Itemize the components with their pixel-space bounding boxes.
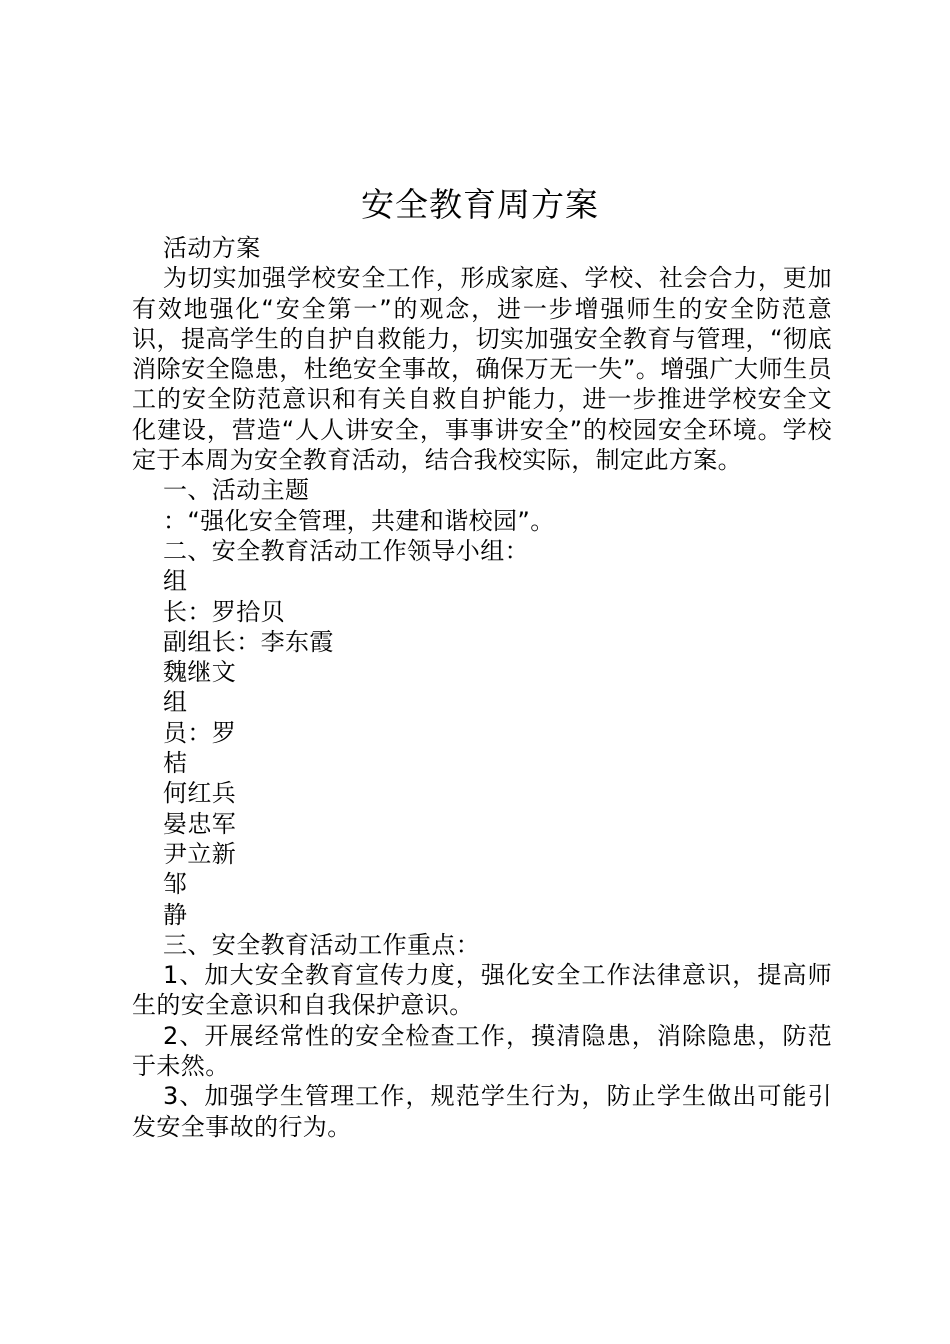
intro-paragraph: 为切实加强学校安全工作，形成家庭、学校、社会合力，更加有效地强化“安全第一”的观念，进一步增强师生的安全防范意识，提高学生的自护自救能力，切实加强安全教育与管理，“彻底消除安全隐患，杜绝安全事故，确保万无一失”。增强广大师生员工的安全防范意识和有关自救自护能力，进一步推进学校安全文化建设，营造“人人讲安全，事事讲安全”的校园安全环境。学校定于本周为安全教育活动，结合我校实际，制定此方案。 (132, 264, 832, 475)
leader-line: 长：罗拾贝 (163, 597, 285, 626)
document-title: 安全教育周方案 (361, 185, 599, 224)
document-body (132, 233, 832, 1142)
subtitle: 活动方案 (163, 234, 261, 262)
leader-line: 晏忠军 (163, 809, 237, 838)
leader-line: 组 (163, 688, 188, 717)
section-2-heading: 二、安全教育活动工作领导小组： (163, 536, 529, 565)
leader-line: 桔 (163, 749, 188, 778)
leader-line: 尹立新 (163, 839, 237, 868)
leader-line: 静 (163, 900, 188, 929)
leader-line: 何红兵 (163, 779, 237, 808)
leader-line: 副组长：李东霞 (163, 627, 334, 656)
leader-line: 员：罗 (163, 718, 237, 747)
leader-line: 邹 (163, 870, 188, 899)
point-item: 1、加大安全教育宣传力度，强化安全工作法律意识，提高师生的安全意识和自我保护意识。 (132, 961, 832, 1020)
section-3-heading: 三、安全教育活动工作重点： (163, 930, 481, 959)
leader-line: 魏继文 (163, 658, 237, 687)
section-1-content: ：“强化安全管理，共建和谐校园”。 (163, 506, 555, 535)
leader-line: 组 (163, 567, 188, 596)
point-item: 3、加强学生管理工作，规范学生行为，防止学生做出可能引发安全事故的行为。 (132, 1082, 832, 1141)
section-1-heading: 一、活动主题 (163, 476, 310, 505)
point-item: 2、开展经常性的安全检查工作，摸清隐患，消除隐患，防范于未然。 (132, 1021, 832, 1081)
